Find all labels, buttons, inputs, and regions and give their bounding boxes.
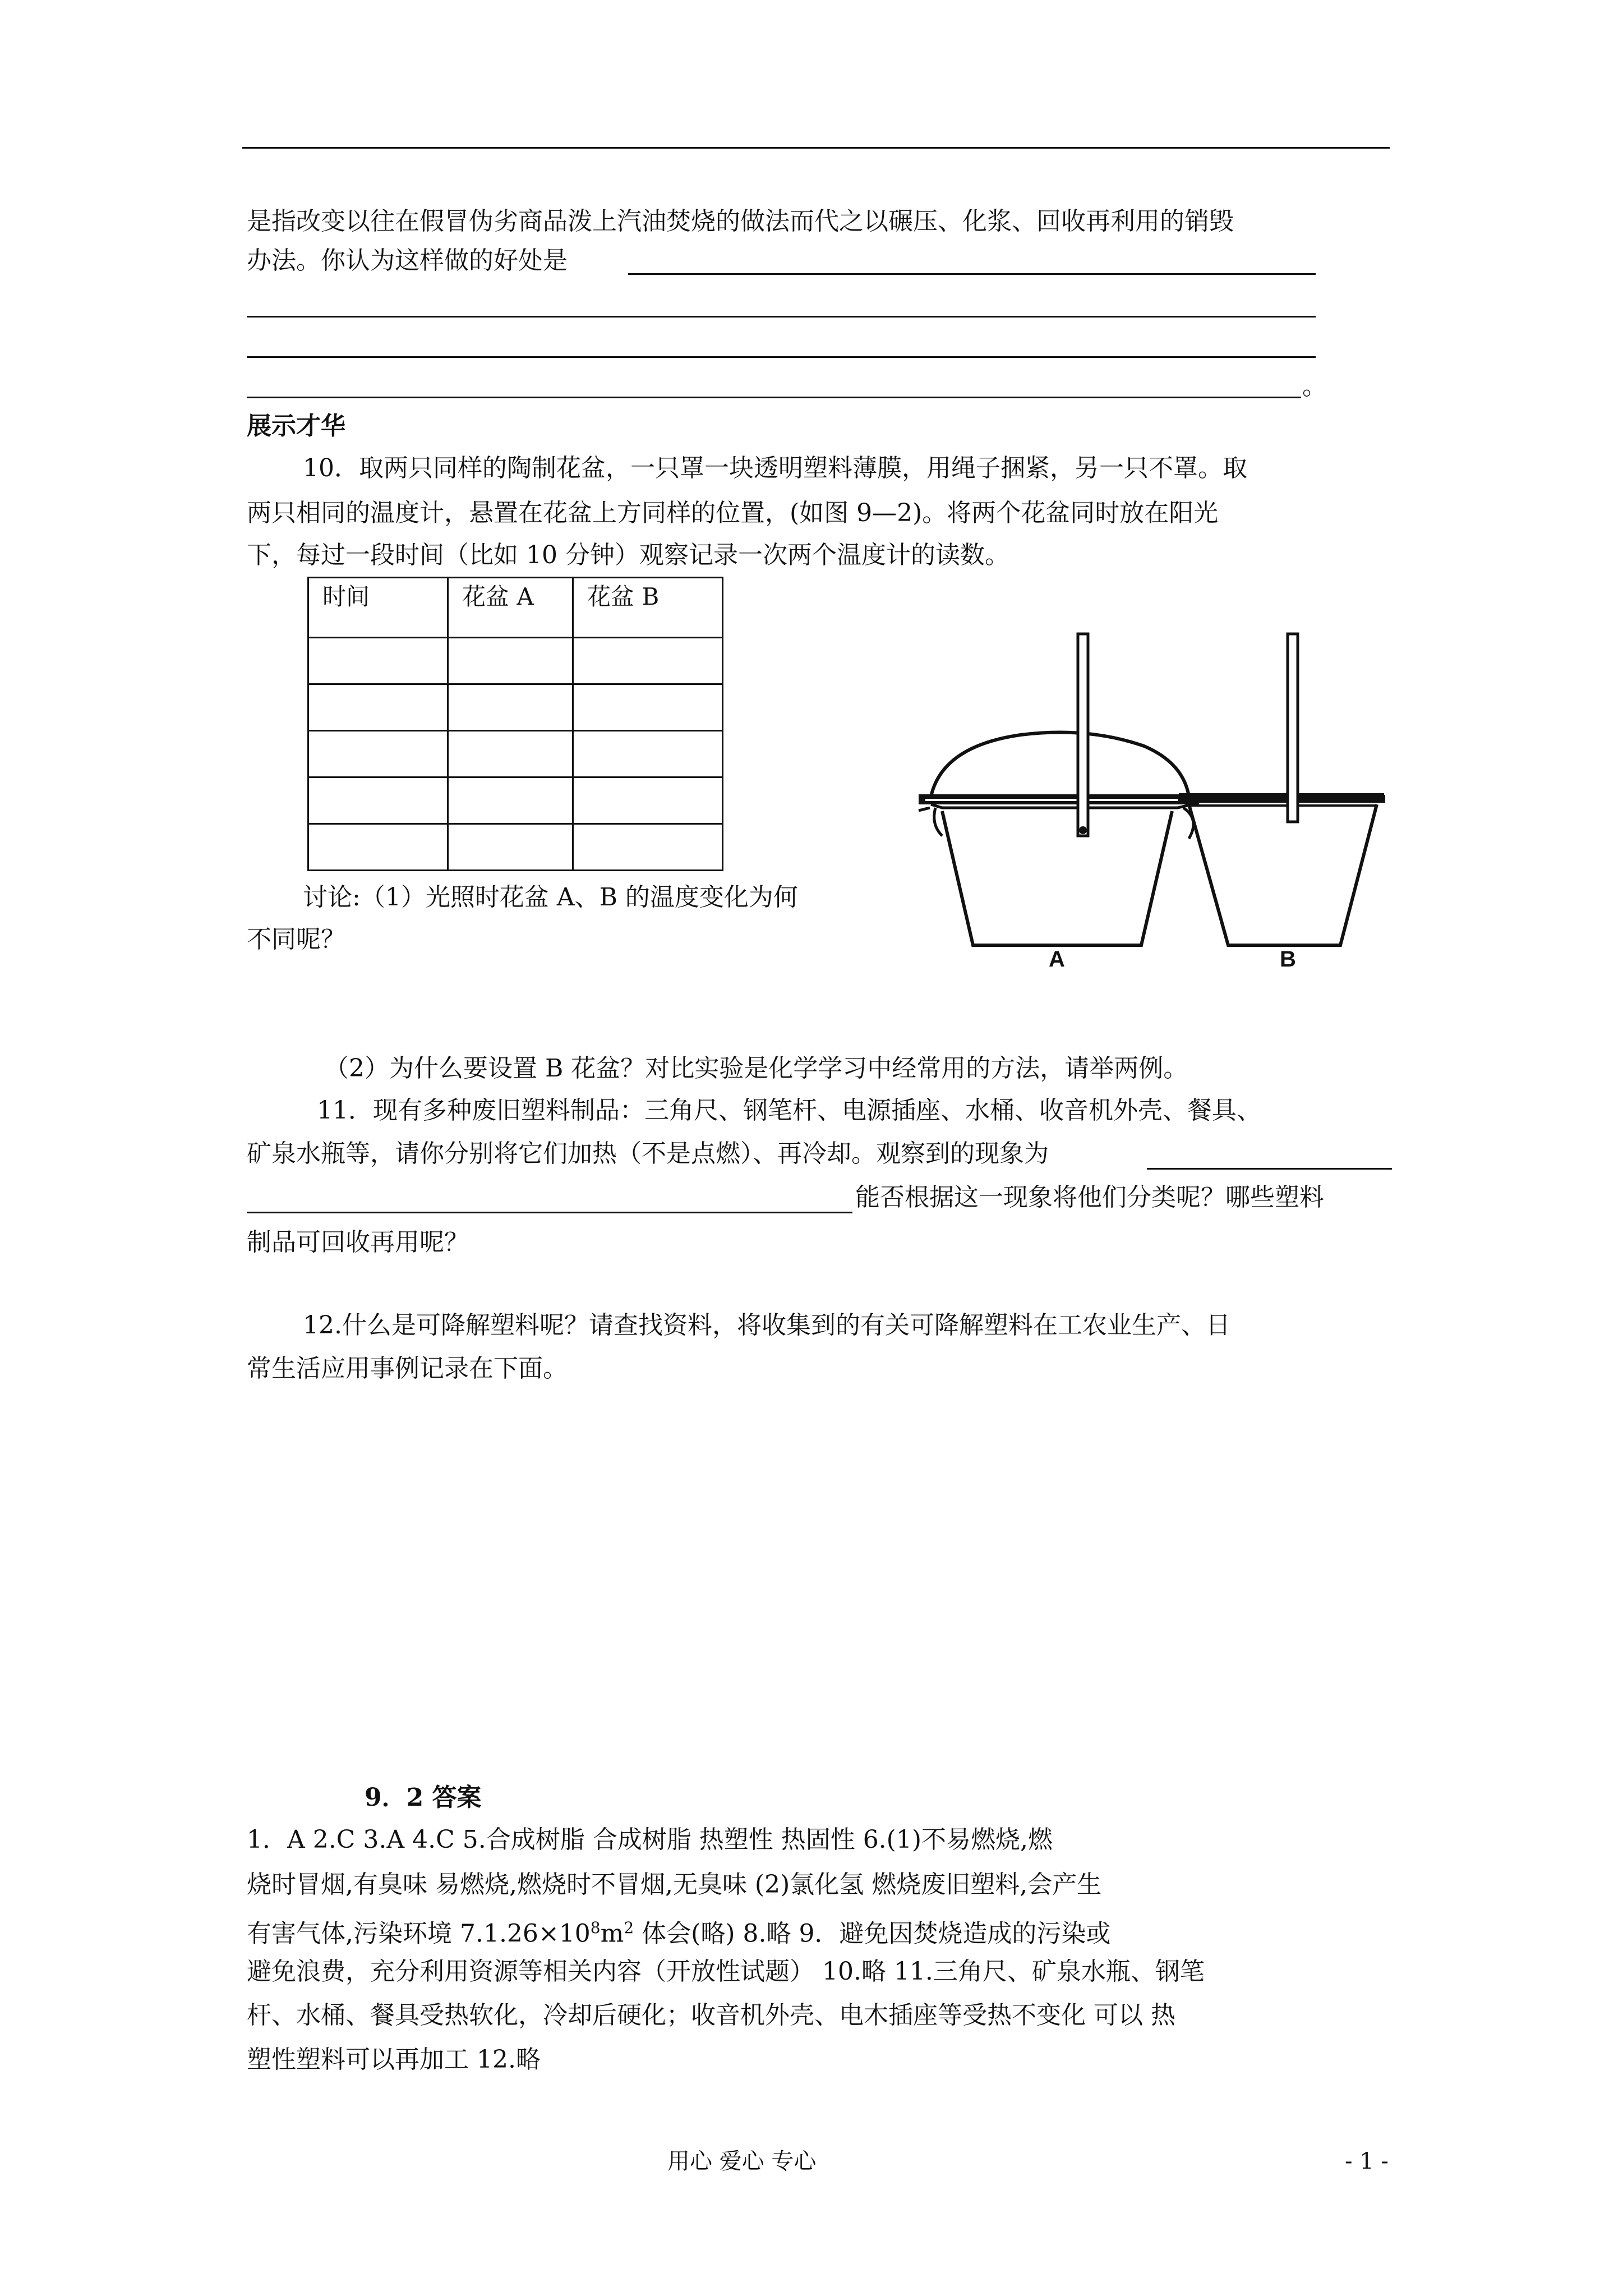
answers-line4: 避免浪费，充分利用资源等相关内容（开放性试题） 10.略 11.三角尺、矿泉水瓶、钢笔 — [247, 1957, 1205, 1986]
figure-label-a: A — [1049, 947, 1065, 972]
table-row — [308, 824, 723, 871]
table-cell[interactable] — [573, 777, 723, 824]
table-cell[interactable] — [308, 638, 448, 684]
header-rule — [242, 147, 1390, 149]
answers-exponent: 8 — [590, 1918, 601, 1937]
answers-line1: 1．A 2.C 3.A 4.C 5.合成树脂 合成树脂 热塑性 热固性 6.(1)不易燃烧,燃 — [247, 1825, 1053, 1854]
answer-blank-line[interactable] — [628, 273, 1316, 275]
answers-line2: 烧时冒烟,有臭味 易燃烧,燃烧时不冒烟,无臭味 (2)氯化氢 燃烧废旧塑料,会产生 — [247, 1870, 1102, 1899]
flower-pot-figure — [909, 623, 1402, 982]
table-cell[interactable] — [573, 684, 723, 731]
section-heading: 展示才华 — [247, 412, 345, 440]
answers-line6: 塑性塑料可以再加工 12.略 — [247, 2045, 541, 2074]
table-cell[interactable] — [448, 777, 573, 824]
table-cell[interactable] — [308, 684, 448, 731]
table-cell[interactable] — [573, 638, 723, 684]
temperature-record-table — [307, 577, 723, 871]
q10-line2: 两只相同的温度计，悬置在花盆上方同样的位置，(如图 9—2)。将两个花盆同时放在阳光 — [247, 499, 1219, 527]
table-header-cell: 花盆 A — [448, 578, 573, 638]
table-cell[interactable] — [573, 731, 723, 777]
table-header-row — [308, 578, 723, 638]
q10-discussion1-line2: 不同呢？ — [247, 925, 345, 954]
pot-a — [919, 634, 1199, 945]
q11-line1: 11．现有多种废旧塑料制品：三角尺、钢笔杆、电源插座、水桶、收音机外壳、餐具、 — [317, 1096, 1261, 1125]
q11-line2: 矿泉水瓶等，请你分别将它们加热（不是点燃）、再冷却。观察到的现象为 — [247, 1139, 1049, 1168]
answers-exponent: 2 — [624, 1918, 634, 1937]
q12-line1: 12.什么是可降解塑料呢？请查找资料，将收集到的有关可降解塑料在工农业生产、日 — [303, 1311, 1230, 1340]
answers-line3-a: 有害气体,污染环境 7.1.26×10 — [247, 1919, 591, 1948]
table-cell[interactable] — [448, 731, 573, 777]
q10-line3: 下，每过一段时间（比如 10 分钟）观察记录一次两个温度计的读数。 — [247, 541, 1009, 569]
table-header-cell: 花盆 B — [573, 578, 723, 638]
table-cell[interactable] — [308, 824, 448, 871]
thermometer-icon — [1288, 634, 1298, 822]
q11-line4: 制品可回收再用呢？ — [247, 1228, 469, 1257]
table-row — [308, 684, 723, 731]
figure-label-b: B — [1280, 947, 1296, 972]
answer-blank-line[interactable] — [1147, 1168, 1392, 1170]
table-cell[interactable] — [308, 731, 448, 777]
answer-blank-line[interactable] — [247, 356, 1316, 358]
thermometer-icon — [1078, 634, 1088, 836]
answer-blank-line[interactable] — [247, 1212, 852, 1213]
answer-blank-line[interactable] — [247, 316, 1316, 318]
answer-blank-line[interactable] — [247, 397, 1301, 398]
table-row — [308, 777, 723, 824]
table-cell[interactable] — [448, 824, 573, 871]
answers-line3-b: m — [600, 1919, 624, 1948]
q9-text-line2: 办法。你认为这样做的好处是 — [247, 246, 568, 275]
q10-discussion2: （2）为什么要设置 B 花盆？对比实验是化学学习中经常用的方法，请举两例。 — [324, 1054, 1188, 1083]
table-cell[interactable] — [308, 777, 448, 824]
pot-b — [1176, 634, 1385, 945]
table-row — [308, 731, 723, 777]
q12-line2: 常生活应用事例记录在下面。 — [247, 1354, 568, 1383]
answers-line3 — [247, 1908, 1110, 1954]
answers-line3-c: 体会(略) 8.略 9．避免因焚烧造成的污染或 — [634, 1919, 1111, 1948]
table-cell[interactable] — [573, 824, 723, 871]
table-cell[interactable] — [448, 684, 573, 731]
q9-text-line1: 是指改变以往在假冒伪劣商品泼上汽油焚烧的做法而代之以碾压、化浆、回收再利用的销毁 — [247, 207, 1234, 236]
end-mark: 。 — [1302, 372, 1327, 401]
table-row — [308, 638, 723, 684]
q10-discussion1-line1: 讨论:（1）光照时花盆 A、B 的温度变化为何 — [303, 883, 798, 912]
answers-line5: 杆、水桶、餐具受热软化，冷却后硬化；收音机外壳、电木插座等受热不变化 可以 热 — [247, 2001, 1175, 2030]
table-cell[interactable] — [448, 638, 573, 684]
answers-title: 9．2 答案 — [365, 1783, 482, 1812]
table-header-cell: 时间 — [308, 578, 448, 638]
page-number: - 1 - — [1345, 2148, 1389, 2174]
q11-line3: 能否根据这一现象将他们分类呢？哪些塑料 — [855, 1183, 1324, 1212]
q10-line1: 10．取两只同样的陶制花盆，一只罩一块透明塑料薄膜，用绳子捆紧，另一只不罩。取 — [303, 454, 1247, 482]
footer-motto: 用心 爱心 专心 — [667, 2148, 817, 2174]
